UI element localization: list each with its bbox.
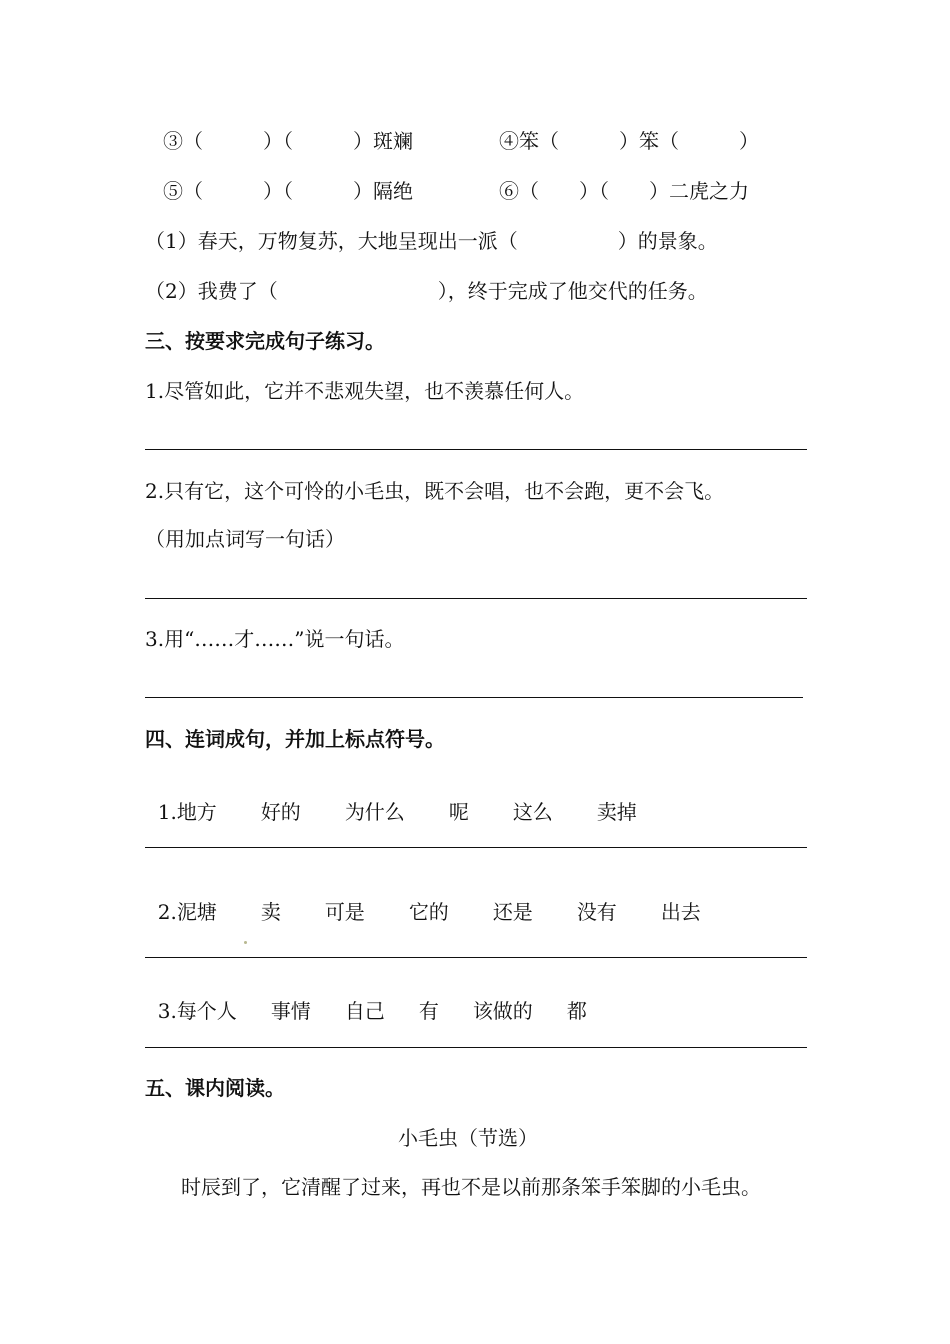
word-chip: 为什么: [344, 800, 405, 824]
word-chip: 好的: [260, 800, 301, 824]
word-chip: 都: [566, 999, 587, 1023]
word-chip: 事情: [270, 999, 311, 1023]
word-chip: 它的: [408, 900, 449, 924]
answer-line-s3-2[interactable]: [145, 598, 807, 599]
answer-line-s4-3[interactable]: [145, 1047, 807, 1048]
word-chip: 地方: [176, 800, 217, 824]
sentence-question-2: 2.只有它，这个可怜的小毛虫，既不会唱，也不会跑，更不会飞。: [145, 479, 725, 503]
section-4-heading: 四、连词成句，并加上标点符号。: [145, 727, 445, 751]
word-order-question-3: [145, 975, 587, 1023]
reading-title: 小毛虫（节选）: [398, 1126, 538, 1150]
word-order-question-2: [145, 876, 701, 924]
word-chip: 还是: [492, 900, 533, 924]
answer-line-s4-1[interactable]: [145, 847, 807, 848]
word-chip: 每个人: [176, 999, 237, 1023]
answer-line-s3-1[interactable]: [145, 449, 807, 450]
word-order-question-1: [145, 776, 637, 824]
word-chip: 呢: [448, 800, 469, 824]
word-chip: 自己: [344, 999, 385, 1023]
idiom-item-4: ④笨（ ）笨（ ）: [499, 129, 759, 153]
idiom-item-3: ③（ ）（ ）斑斓: [163, 129, 413, 153]
question-number: 1.: [157, 800, 177, 824]
question-number: 3.: [157, 999, 177, 1023]
sentence-question-1: 1.尽管如此，它并不悲观失望，也不羡慕任何人。: [145, 379, 585, 403]
word-chip: 该做的: [472, 999, 533, 1023]
sentence-question-2-note: （用加点词写一句话）: [145, 527, 345, 551]
word-chip: 出去: [660, 900, 701, 924]
idiom-item-5: ⑤（ ）（ ）隔绝: [163, 179, 413, 203]
question-number: 2.: [157, 900, 177, 924]
idiom-item-6: ⑥（ ）（ ）二虎之力: [499, 179, 749, 203]
sentence-question-3: 3.用“……才……”说一句话。: [145, 627, 405, 651]
word-chip: 有: [418, 999, 439, 1023]
word-chip: 泥塘: [176, 900, 217, 924]
word-chip: 可是: [324, 900, 365, 924]
fill-sentence-2: （2）我费了（ ），终于完成了他交代的任务。: [145, 279, 708, 303]
fill-sentence-1: （1）春天，万物复苏，大地呈现出一派（ ）的景象。: [145, 229, 718, 253]
reading-paragraph: 时辰到了，它清醒了过来，再也不是以前那条笨手笨脚的小毛虫。: [181, 1175, 761, 1199]
answer-line-s3-3[interactable]: [145, 697, 803, 698]
word-chip: 卖掉: [596, 800, 637, 824]
stray-dot: [244, 941, 247, 944]
word-chip: 没有: [576, 900, 617, 924]
answer-line-s4-2[interactable]: [145, 957, 807, 958]
word-chip: 卖: [260, 900, 281, 924]
word-chip: 这么: [512, 800, 553, 824]
section-3-heading: 三、按要求完成句子练习。: [145, 329, 385, 353]
section-5-heading: 五、课内阅读。: [145, 1076, 285, 1100]
